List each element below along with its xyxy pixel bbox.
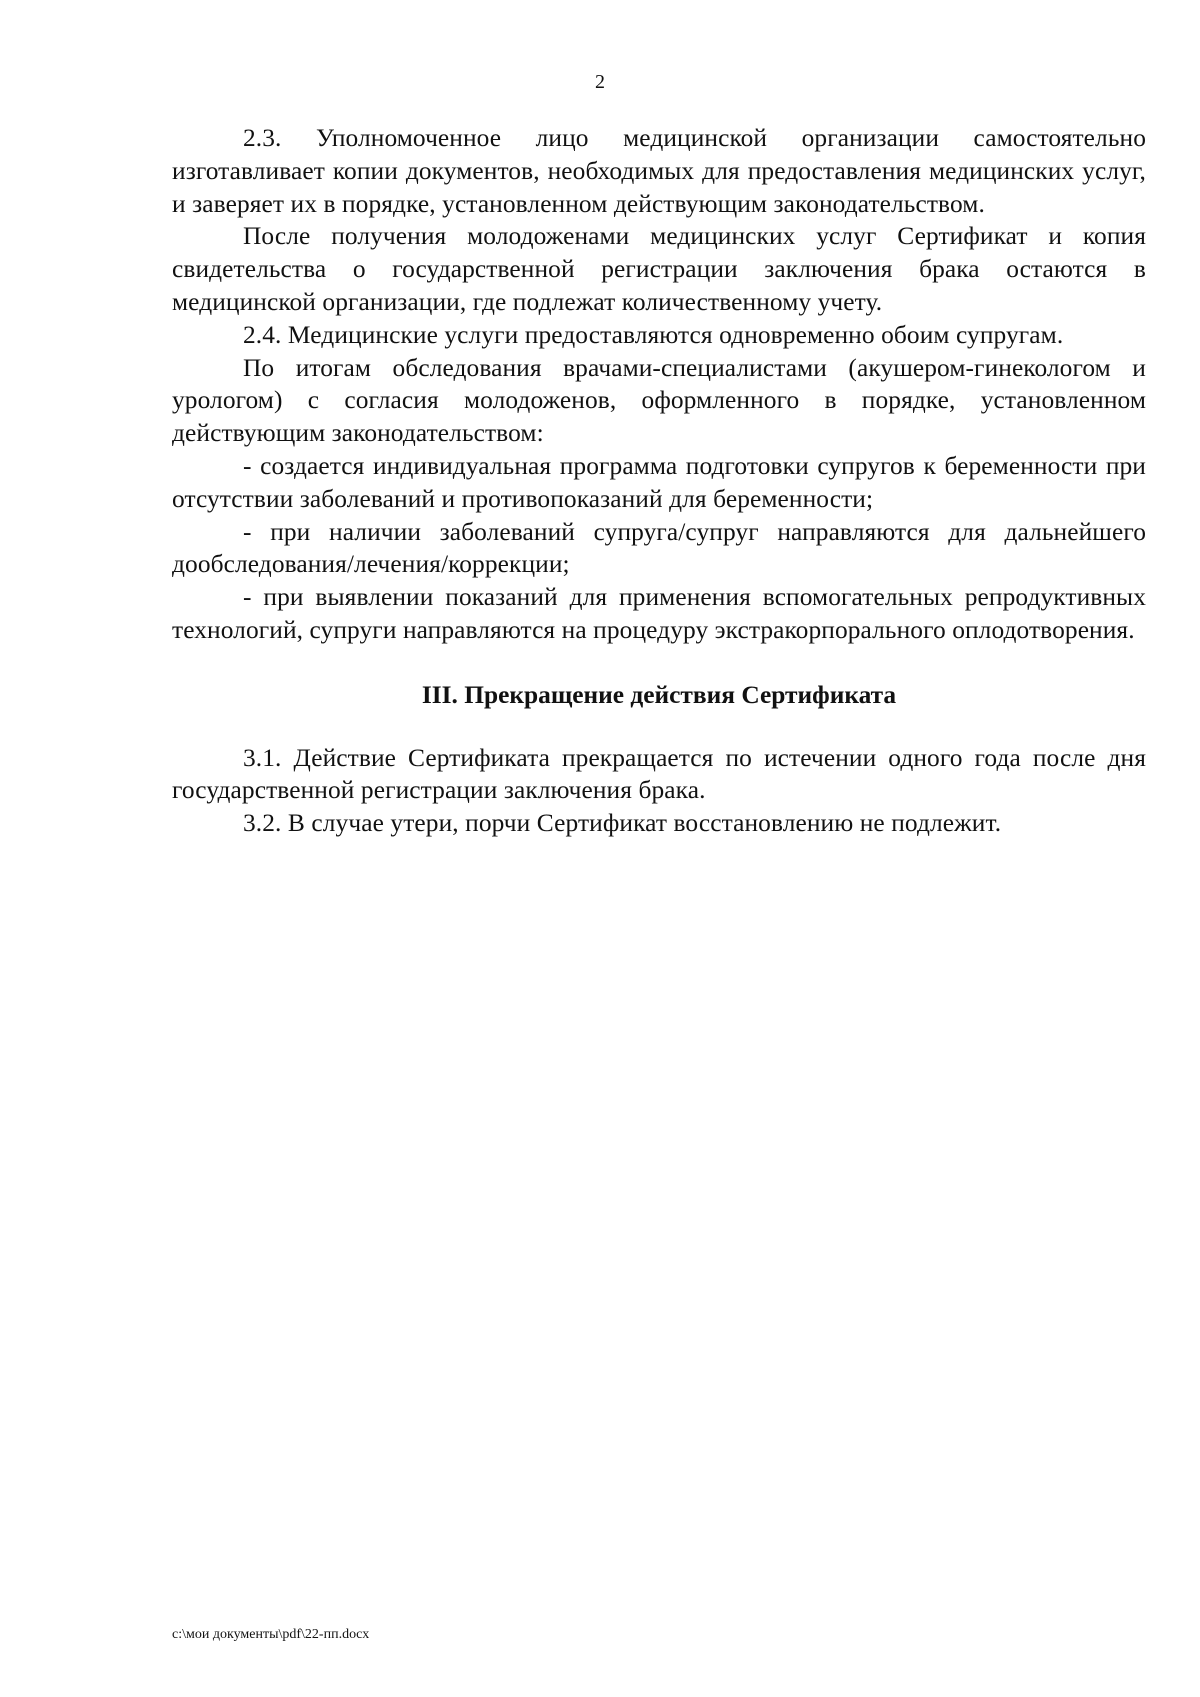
section-heading-3: III. Прекращение действия Сертификата — [421, 680, 897, 709]
list-item-ivf-referral: - при выявлении показаний для применения вспомогательных репродуктивных технологий, супруги направляются на процедуру экстракорпорального оплодотворения. — [172, 583, 1146, 644]
paragraph-2-3: 2.3. Уполномоченное лицо медицинской организации самостоятельно изготавливает копии документов, необходимых для предоставления медицинских услуг, и заверяет их в порядке, установленном действующим законодательством. — [172, 124, 1146, 218]
list-item-further-examination: - при наличии заболеваний супруга/супруг направляются для дальнейшего дообследования/лечения/коррекции; — [172, 517, 1146, 579]
page-number: 2 — [595, 71, 605, 93]
paragraph-certificate-retention: После получения молодоженами медицинских услуг Сертификат и копия свидетельства о государственной регистрации заключения брака остаются в медицинской организации, где подлежат количественному учету. — [172, 222, 1146, 316]
list-item-individual-program: - создается индивидуальная программа подготовки супругов к беременности при отсутствии заболеваний и противопоказаний для беременности; — [172, 451, 1146, 513]
paragraph-3-1: 3.1. Действие Сертификата прекращается по истечении одного года после дня государственной регистрации заключения брака. — [172, 743, 1146, 805]
paragraph-2-4: 2.4. Медицинские услуги предоставляются одновременно обоим супругам. — [243, 320, 1064, 349]
footer-file-path: c:\мои документы\pdf\22-пп.docx — [172, 1627, 370, 1642]
paragraph-3-2: 3.2. В случае утери, порчи Сертификат восстановлению не подлежит. — [243, 809, 1002, 838]
paragraph-examination-results: По итогам обследования врачами-специалистами (акушером-гинекологом и урологом) с согласия молодоженов, оформленного в порядке, установленном действующим законодательством: — [172, 353, 1146, 448]
document-body — [172, 122, 1146, 840]
